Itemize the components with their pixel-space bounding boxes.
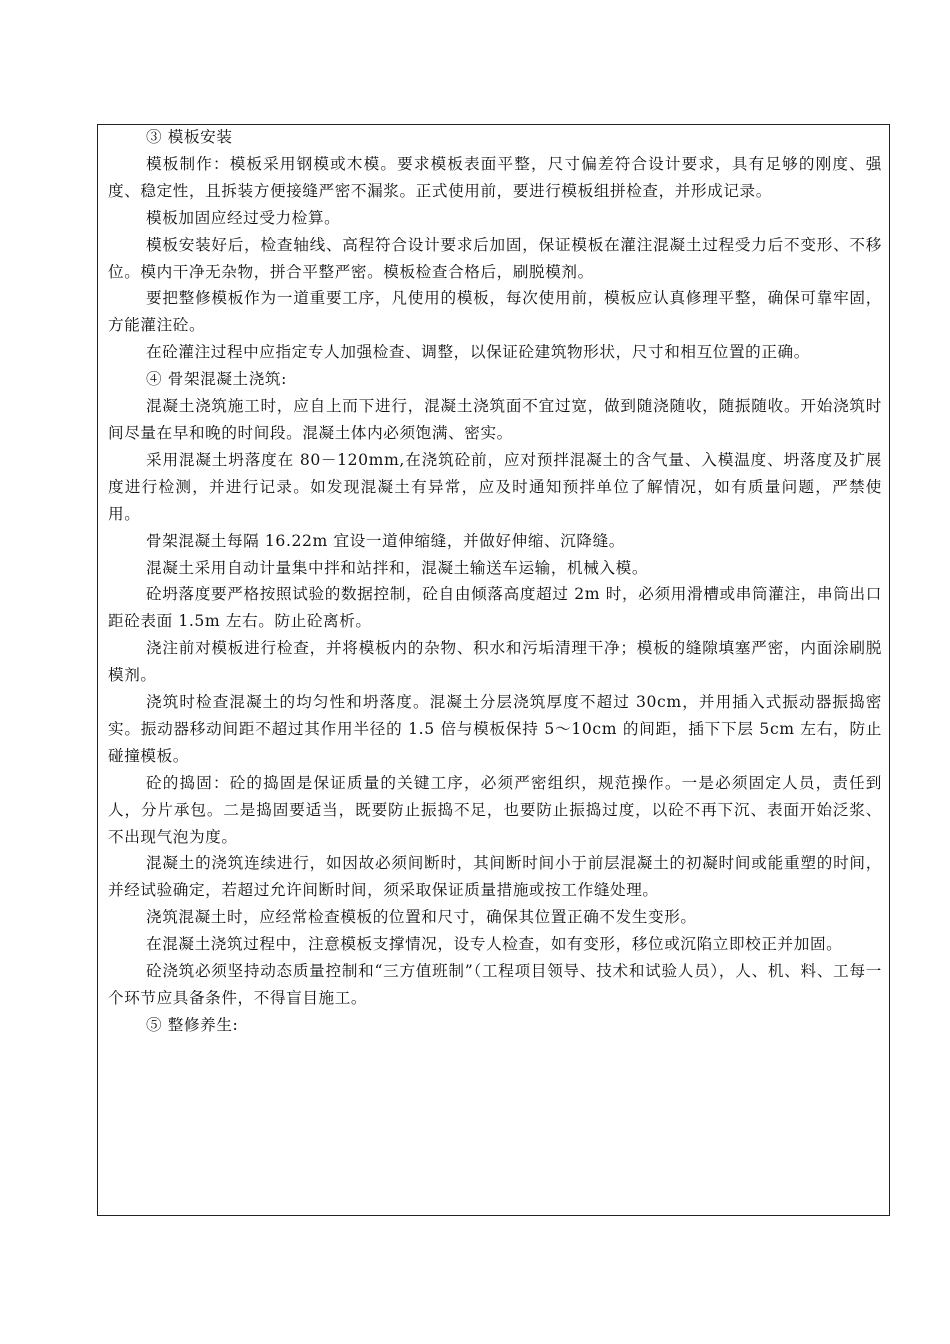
paragraph-quality-control-shifts: 砼浇筑必须坚持动态质量控制和“三方值班制”（工程项目领导、技术和试验人员），人、机、料、工每一个环节应具备条件，不得盲目施工。 (108, 962, 882, 1007)
paragraph-formwork-repair: 要把整修模板作为一道重要工序，凡使用的模板，每次使用前，模板应认真修理平整，确保可靠牢固，方能灌注砼。 (108, 289, 882, 335)
paragraph-formwork-fabrication: 模板制作：模板采用钢模或木模。要求模板表面平整，尺寸偏差符合设计要求，具有足够的刚度、强度、稳定性，且拆装方便接缝严密不漏浆。正式使用前，要进行模板组拼检查，并形成记录。 (108, 154, 882, 200)
section-heading-formwork: ③ 模板安装 (146, 128, 233, 146)
paragraph-formwork-reinforcement: 模板加固应经过受力检算。 (146, 208, 341, 227)
paragraph-pouring-inspection: 在砼灌注过程中应指定专人加强检查、调整，以保证砼建筑物形状，尺寸和相互位置的正确。 (146, 343, 810, 362)
paragraph-support-monitoring: 在混凝土浇筑过程中，注意模板支撑情况，设专人检查，如有变形，移位或沉陷立即校正并加固。 (146, 935, 843, 954)
paragraph-continuous-pouring: 混凝土的浇筑连续进行，如因故必须间断时，其间断时间小于前层混凝土的初凝时间或能重塑的时间，并经试验确定，若超过允许间断时间，须采取保证质量措施或按工作缝处理。 (108, 854, 882, 900)
paragraph-formwork-installation-check: 模板安装好后，检查轴线、高程符合设计要求后加固，保证模板在灌注混凝土过程受力后不变形、不移位。模内干净无杂物，拼合平整严密。模板检查合格后，刷脱模剂。 (108, 235, 882, 281)
paragraph-pre-pour-cleaning: 浇注前对模板进行检查，并将模板内的杂物、积水和污垢清理干净；模板的缝隙填塞严密，内面涂刷脱模剂。 (108, 639, 882, 685)
paragraph-layered-vibration: 浇筑时检查混凝土的均匀性和坍落度。混凝土分层浇筑厚度不超过 30cm，并用插入式振动器振捣密实。振动器移动间距不超过其作用半径的 1.5 倍与模板保持 5～10cm 的间距，插下下层 5cm 左右，防止碰撞模板。 (108, 693, 882, 765)
section-heading-frame-concrete: ④ 骨架混凝土浇筑: (146, 370, 287, 389)
paragraph-compaction: 砼的捣固：砼的捣固是保证质量的关键工序，必须严密组织，规范操作。一是必须固定人员，责任到人，分片承包。二是捣固要适当，既要防止振捣不足，也要防止振捣过度，以砼不再下沉、表面开始泛浆、不出现气泡为度。 (108, 773, 882, 846)
paragraph-formwork-position-check: 浇筑混凝土时，应经常检查模板的位置和尺寸，确保其位置正确不发生变形。 (146, 908, 697, 927)
section-heading-curing: ⑤ 整修养生: (146, 1015, 239, 1034)
paragraph-slump-testing: 采用混凝土坍落度在 80－120mm,在浇筑砼前，应对预拌混凝土的含气量、入模温度、坍落度及扩展度进行检测，并进行记录。如发现混凝土有异常，应及时通知预拌单位了解情况，如有质量问题，严禁使用。 (108, 450, 882, 523)
paragraph-expansion-joints: 骨架混凝土每隔 16.22m 宜设一道伸缩缝，并做好伸缩、沉降缝。 (146, 531, 625, 550)
paragraph-mixing-transport: 混凝土采用自动计量集中拌和站拌和，混凝土输送车运输，机械入模。 (146, 558, 649, 577)
document-body (108, 124, 882, 1039)
paragraph-slump-control: 砼坍落度要严格按照试验的数据控制，砼自由倾落高度超过 2m 时，必须用滑槽或串筒灌注，串筒出口距砼表面 1.5m 左右。防止砼离析。 (108, 585, 882, 631)
paragraph-pouring-sequence: 混凝土浇筑施工时，应自上而下进行，混凝土浇筑面不宜过宽，做到随浇随收，随振随收。开始浇筑时间尽量在早和晚的时间段。混凝土体内必须饱满、密实。 (108, 397, 882, 442)
